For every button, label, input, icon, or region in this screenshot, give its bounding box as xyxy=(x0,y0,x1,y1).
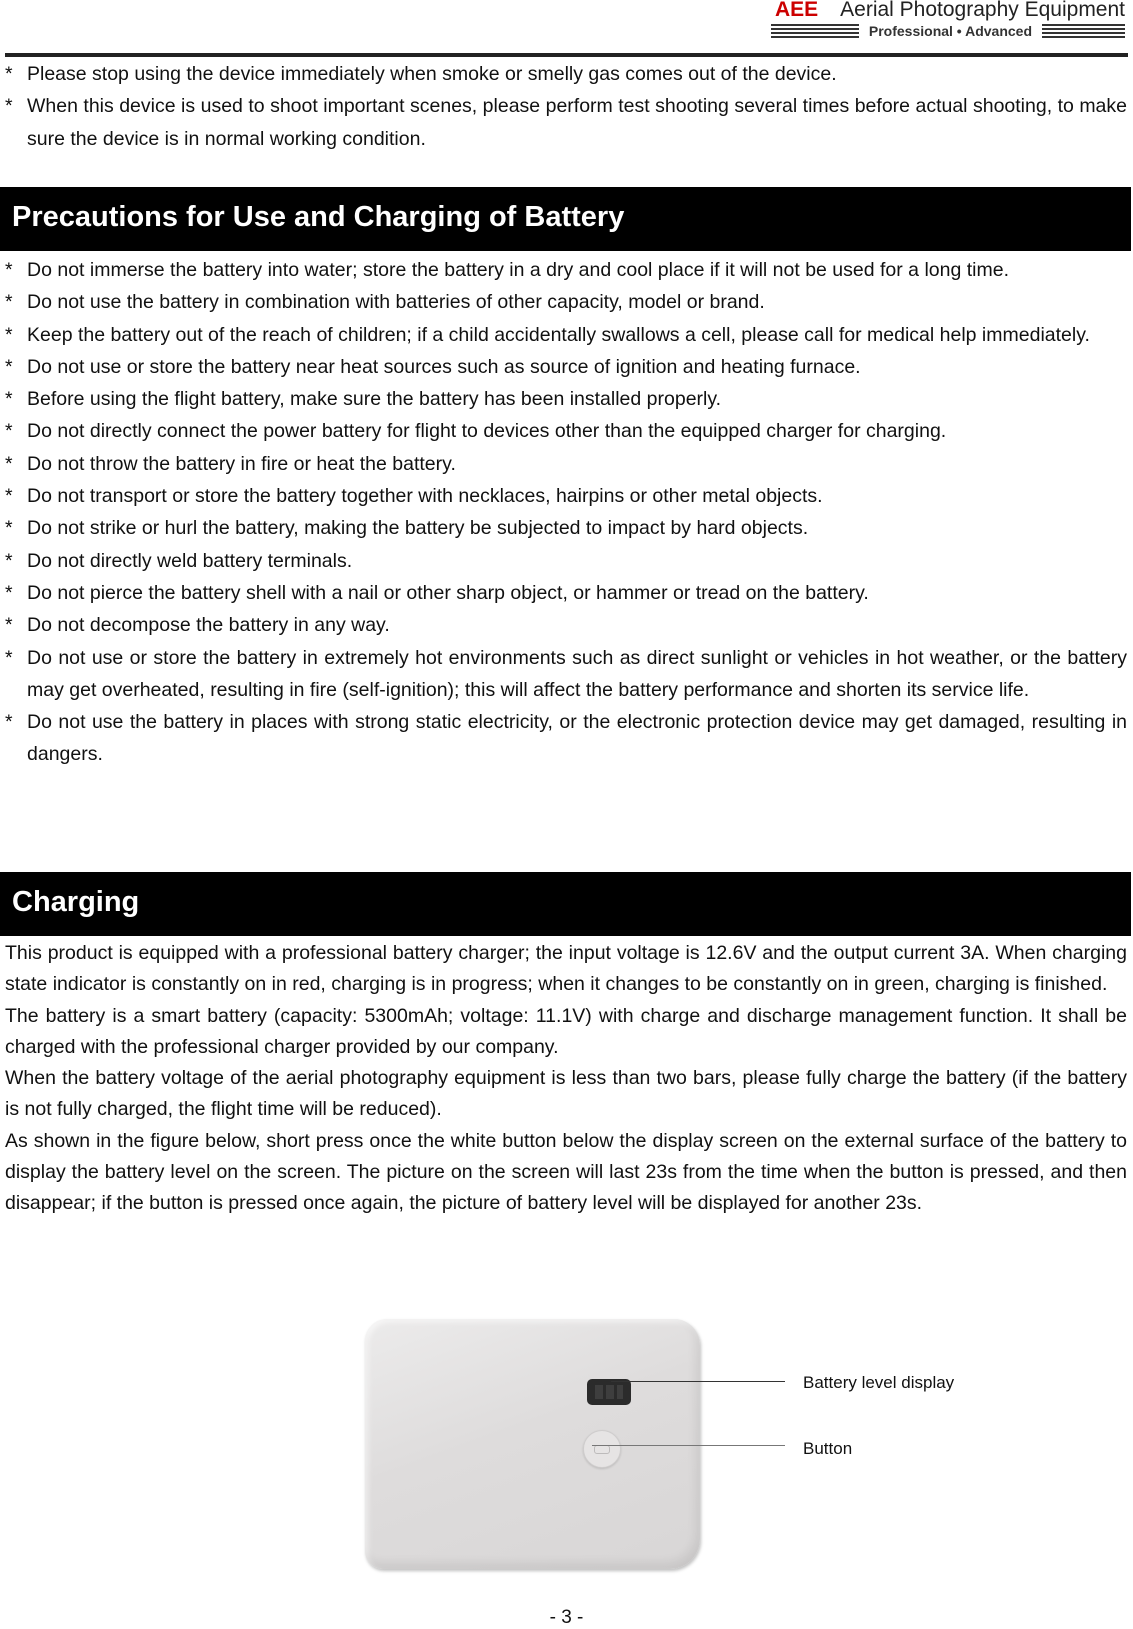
page-number: - 3 - xyxy=(549,1607,584,1628)
list-item: * When this device is used to shoot important scenes, please perform test shooting several times before actual shooting, to make sure the device is in normal working condition. xyxy=(5,90,1127,155)
bullet-marker: * xyxy=(5,549,13,572)
list-item: * Do not strike or hurl the battery, making the battery be subjected to impact by hard objects. xyxy=(5,512,1127,544)
bullet-marker: * xyxy=(5,259,13,281)
decorative-stripes-left xyxy=(771,24,859,38)
bullet-marker: * xyxy=(5,95,13,118)
bullet-marker: * xyxy=(5,388,13,411)
section-header-charging xyxy=(0,872,1133,936)
bullet-marker: * xyxy=(5,63,13,85)
list-item: * Do not use or store the battery near heat sources such as source of ignition and heating furnace. xyxy=(5,351,1127,383)
bullet-marker: * xyxy=(5,711,13,734)
callout-label-display: Battery level display xyxy=(803,1373,955,1392)
battery-level-display-icon xyxy=(587,1379,631,1405)
bullet-marker: * xyxy=(5,646,13,669)
header-divider xyxy=(5,53,1128,57)
charging-paragraphs xyxy=(5,938,1127,1220)
callout-label-button: Button xyxy=(803,1439,853,1458)
header-title-line xyxy=(775,0,1125,22)
callout-line-display xyxy=(611,1381,785,1382)
list-item: * Do not immerse the battery into water; store the battery in a dry and cool place if it will not be used for a long time. xyxy=(5,254,1127,286)
bullet-marker: * xyxy=(5,517,13,540)
bullet-marker: * xyxy=(5,291,13,314)
list-item: * Keep the battery out of the reach of children; if a child accidentally swallows a cell, please call for medical help immediately. xyxy=(5,319,1127,351)
section-title: Precautions for Use and Charging of Battery xyxy=(12,201,625,233)
section-title: Charging xyxy=(12,886,140,918)
bullet-marker: * xyxy=(5,581,13,604)
page-header xyxy=(745,0,1125,44)
brand-logo-text: AEE xyxy=(774,0,819,21)
battery-precautions-list xyxy=(5,254,1127,771)
header-tagline: Professional • Advanced xyxy=(868,23,1032,39)
list-item: * Do not decompose the battery in any way. xyxy=(5,609,1127,641)
header-title: Aerial Photography Equipment xyxy=(840,0,1125,21)
list-item: * Do not use the battery in combination with batteries of other capacity, model or brand. xyxy=(5,286,1127,318)
list-item: * Do not transport or store the battery together with necklaces, hairpins or other metal objects. xyxy=(5,480,1127,512)
list-item: * Do not directly weld battery terminals. xyxy=(5,545,1127,577)
intro-bullet-list xyxy=(5,58,1127,155)
paragraph: The battery is a smart battery (capacity: 5300mAh; voltage: 11.1V) with charge and discharge management function. It shall be charged with the professional charger provided by our company. xyxy=(5,1004,1127,1058)
bullet-marker: * xyxy=(5,614,13,637)
battery-device-image xyxy=(365,1319,700,1569)
tagline-row xyxy=(771,23,1125,39)
list-item: * Do not use or store the battery in extremely hot environments such as direct sunlight or vehicles in hot weather, or the battery may get overheated, resulting in fire (self-ignition); this will affect the battery performance and shorten its service life. xyxy=(5,642,1127,707)
list-item: * Do not directly connect the power battery for flight to devices other than the equipped charger for charging. xyxy=(5,415,1127,447)
bullet-marker: * xyxy=(5,452,13,475)
list-item: * Do not use the battery in places with strong static electricity, or the electronic protection device may get damaged, resulting in dangers. xyxy=(5,706,1127,771)
paragraph: This product is equipped with a professional battery charger; the input voltage is 12.6V and the output current 3A. When charging state indicator is constantly on in red, charging is in progress; when it changes to be constantly on in green, charging is finished. xyxy=(5,942,1127,996)
bullet-marker: * xyxy=(5,355,13,378)
bullet-marker: * xyxy=(5,420,13,443)
paragraph: As shown in the figure below, short press once the white button below the display screen on the external surface of the battery to display the battery level on the screen. The picture on the screen will last 23s from the time when the button is pressed, and then disappear; if the button is pressed once again, the picture of battery level will be displayed for another 23s. xyxy=(5,1129,1127,1215)
list-item: * Do not throw the battery in fire or heat the battery. xyxy=(5,448,1127,480)
bullet-marker: * xyxy=(5,323,13,346)
bullet-marker: * xyxy=(5,485,13,508)
battery-button-icon xyxy=(583,1430,621,1468)
section-header-battery xyxy=(0,187,1133,251)
list-item: * Please stop using the device immediately when smoke or smelly gas comes out of the device. xyxy=(5,58,1127,90)
list-item: * Before using the flight battery, make sure the battery has been installed properly. xyxy=(5,383,1127,415)
decorative-stripes-right xyxy=(1042,24,1125,38)
paragraph: When the battery voltage of the aerial photography equipment is less than two bars, please fully charge the battery (if the battery is not fully charged, the flight time will be reduced). xyxy=(5,1067,1127,1121)
callout-line-button xyxy=(592,1445,785,1446)
list-item: * Do not pierce the battery shell with a nail or other sharp object, or hammer or tread on the battery. xyxy=(5,577,1127,609)
